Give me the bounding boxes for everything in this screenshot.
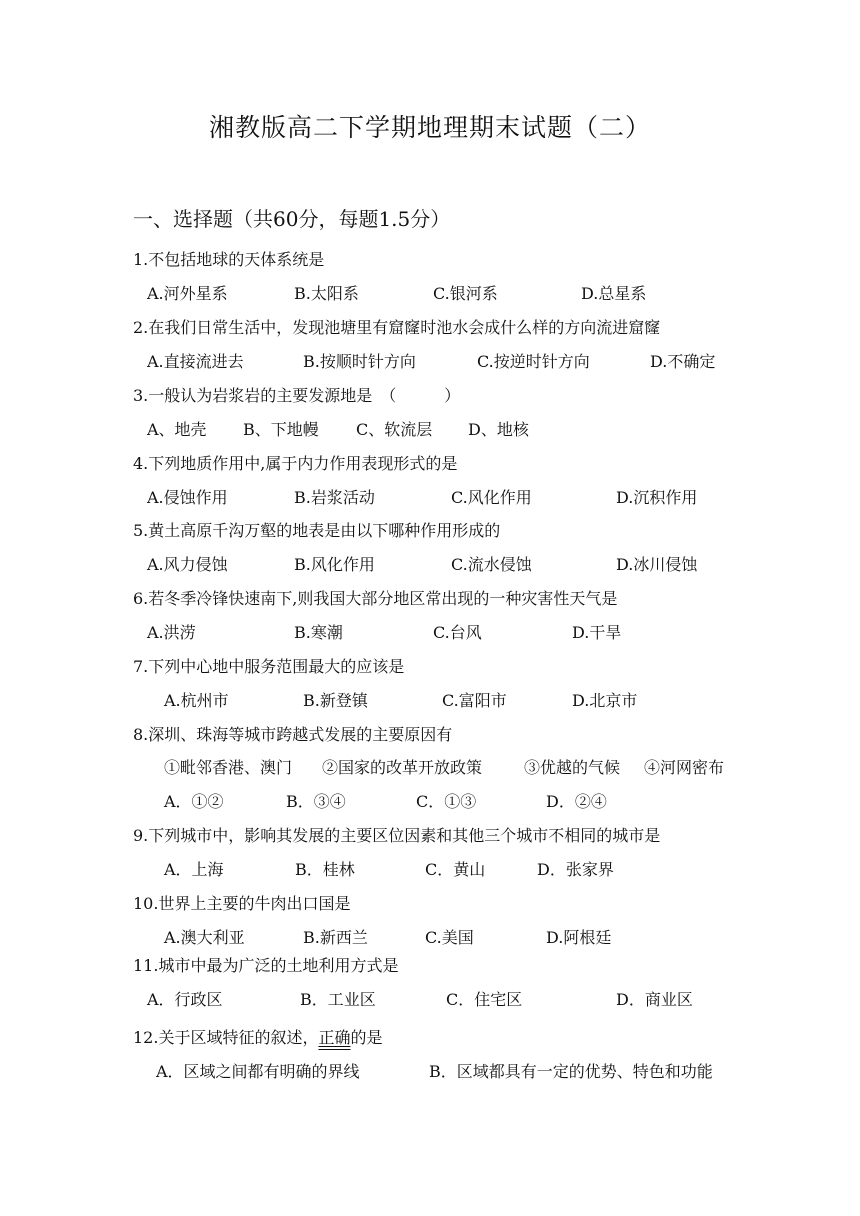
option: C.富阳市 [442,691,507,710]
option: B.新西兰 [303,928,368,947]
stem-text: 12.关于区域特征的叙述， [133,1028,319,1047]
option: C.美国 [425,928,474,947]
question-stem: 2.在我们日常生活中，发现池塘里有窟窿时池水会成什么样的方向流进窟窿 [133,318,661,337]
option: D．商业区 [616,990,693,1009]
option: D、地核 [468,420,529,439]
option: B．工业区 [300,990,376,1009]
option: B.风化作用 [294,555,375,574]
option: D.阿根廷 [546,928,612,947]
option: A.风力侵蚀 [147,555,228,574]
option: B、下地幔 [243,420,319,439]
option: C、软流层 [356,420,433,439]
question-stem: 11.城市中最为广泛的土地利用方式是 [133,956,399,975]
option: D.沉积作用 [616,488,698,507]
option: B．③④ [286,792,346,811]
statement: ②国家的改革开放政策 [322,758,483,777]
option: C．住宅区 [446,990,523,1009]
option: D.冰川侵蚀 [616,555,698,574]
option: D.不确定 [650,352,716,371]
emphasis-mark: 正确 [318,1028,351,1047]
option: A．①② [164,792,224,811]
option: D．②④ [546,792,607,811]
option: A．区域之间都有明确的界线 [156,1062,360,1081]
option: C.银河系 [433,284,498,303]
question-stem: 9.下列城市中，影响其发展的主要区位因素和其他三个城市不相同的城市是 [133,826,661,845]
option: A.侵蚀作用 [147,488,228,507]
page-title: 湘教版高二下学期地理期末试题（二） [208,113,651,142]
option: C．①③ [416,792,477,811]
option: C．黄山 [425,860,486,879]
option: A.直接流进去 [147,352,244,371]
option: B.按顺时针方向 [303,352,416,371]
option: A．上海 [164,860,224,879]
option: D．张家界 [537,860,614,879]
option: B.寒潮 [294,623,343,642]
option: B.太阳系 [294,284,359,303]
question-stem: 4.下列地质作用中,属于内力作用表现形式的是 [133,454,458,473]
option: B.新登镇 [303,691,368,710]
option: B.岩浆活动 [294,488,375,507]
option: A.河外星系 [147,284,228,303]
question-stem: 8.深圳、珠海等城市跨越式发展的主要原因有 [133,725,453,744]
option: B．区域都具有一定的优势、特色和功能 [429,1062,713,1081]
option: C.按逆时针方向 [477,352,590,371]
statement: ③优越的气候 [524,758,621,777]
option: A.澳大利亚 [164,928,245,947]
question-stem: 7.下列中心地中服务范围最大的应该是 [133,657,405,676]
option: A．行政区 [147,990,223,1009]
question-stem: 10.世界上主要的牛肉出口国是 [133,894,351,913]
option: A、地壳 [147,420,207,439]
option: A.洪涝 [147,623,196,642]
section-heading: 一、选择题（共60分，每题1.5分） [133,207,451,231]
question-stem: 5.黄土高原千沟万壑的地表是由以下哪种作用形成的 [133,521,501,540]
statement: ①毗邻香港、澳门 [164,758,293,777]
option: B．桂林 [295,860,355,879]
option: C.台风 [433,623,482,642]
option: C.流水侵蚀 [451,555,532,574]
option: D.北京市 [572,691,638,710]
question-stem: 1.不包括地球的天体系统是 [133,250,325,269]
option: D.总星系 [581,284,647,303]
option: A.杭州市 [164,691,229,710]
question-stem: 3.一般认为岩浆岩的主要发源地是 （ ） [133,386,461,405]
option: D.干旱 [572,623,622,642]
statement: ④河网密布 [644,758,725,777]
question-stem: 6.若冬季冷锋快速南下,则我国大部分地区常出现的一种灾害性天气是 [133,589,618,608]
option: C.风化作用 [451,488,532,507]
question-stem [133,1025,382,1048]
stem-text: 的是 [350,1028,383,1047]
